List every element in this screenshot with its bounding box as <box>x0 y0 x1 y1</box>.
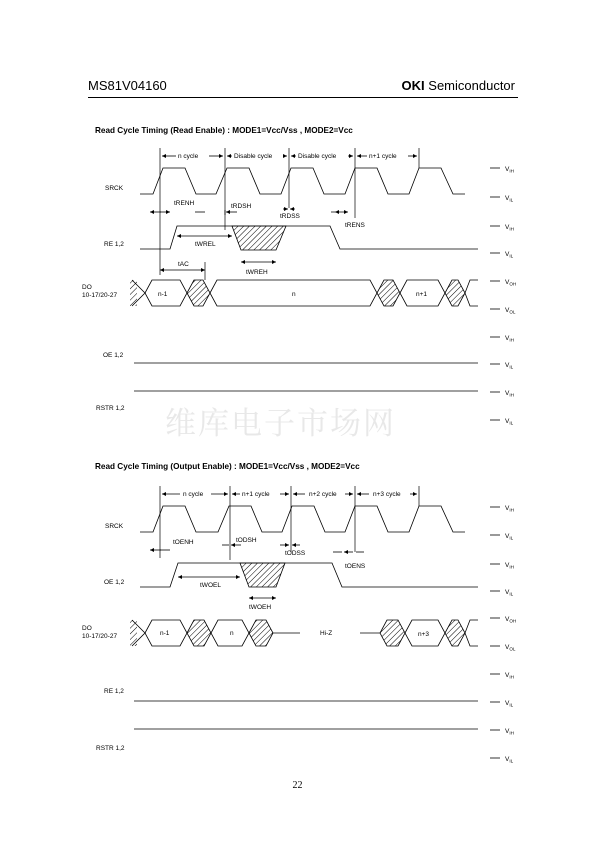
level-label: $V_{IH}$ <box>505 728 514 736</box>
d2-cycle-label: n+3 cycle <box>373 491 401 498</box>
level-label: $V_{IL}$ <box>505 362 514 370</box>
d2-data-label: n <box>230 630 234 637</box>
level-labels <box>505 166 516 764</box>
d1-data-label: n <box>292 291 296 298</box>
d1-do-label: DO <box>82 284 92 291</box>
t-odsh: tODSH <box>236 537 257 544</box>
level-label: $V_{IL}$ <box>505 251 514 259</box>
t-wrel: tWREL <box>195 241 216 248</box>
level-label: $V_{OH}$ <box>505 279 517 287</box>
d2-re-label: RE 1,2 <box>104 688 124 695</box>
d1-data-label: n-1 <box>158 291 168 298</box>
level-label: $V_{IH}$ <box>505 562 514 570</box>
part-number: MS81V04160 <box>88 78 167 93</box>
t-woel: tWOEL <box>200 582 221 589</box>
level-label: $V_{IH}$ <box>505 224 514 232</box>
d1-cycle-label: Disable cycle <box>298 153 337 160</box>
page-number: 22 <box>292 780 303 791</box>
level-label: $V_{IL}$ <box>505 756 514 764</box>
d1-cycle-label: n+1 cycle <box>369 153 397 160</box>
level-label: $V_{IH}$ <box>505 166 514 174</box>
t-renh: tRENH <box>174 200 195 207</box>
t-rens: tRENS <box>345 222 365 229</box>
t-rdss: tRDSS <box>280 213 300 220</box>
d2-cycle-label: n+2 cycle <box>309 491 337 498</box>
t-oens: tOENS <box>345 563 366 570</box>
t-wreh: tWREH <box>246 269 268 276</box>
d2-cycle-label: n cycle <box>183 491 204 498</box>
d1-cycle-label: n cycle <box>178 153 199 160</box>
d2-data-label: n+3 <box>418 631 430 638</box>
level-label: $V_{IL}$ <box>505 533 514 541</box>
t-woeh: tWOEH <box>249 604 272 611</box>
d1-data-label: n+1 <box>416 291 428 298</box>
d1-cycle-label: Disable cycle <box>234 153 273 160</box>
d1-rstr-label: RSTR 1,2 <box>96 405 125 412</box>
t-oenh: tOENH <box>173 539 194 546</box>
d2-oe-label: OE 1,2 <box>104 579 125 586</box>
d1-oe-label: OE 1,2 <box>103 352 124 359</box>
watermark: 维库电子市场网 <box>165 406 396 442</box>
level-label: $V_{IH}$ <box>505 672 514 680</box>
d2-hiz-label: Hi-Z <box>320 630 333 637</box>
d2-cycle-label: n+1 cycle <box>242 491 270 498</box>
d1-re-label: RE 1,2 <box>104 241 124 248</box>
level-label: $V_{IH}$ <box>505 390 514 398</box>
brand-name: OKI <box>401 78 425 93</box>
d2-srck-label: SRCK <box>105 523 124 530</box>
d1-do-pins: 10-17/20-27 <box>82 292 118 299</box>
d1-srck-label: SRCK <box>105 185 124 192</box>
level-label: $V_{IL}$ <box>505 589 514 597</box>
level-label: $V_{IL}$ <box>505 700 514 708</box>
t-ac: tAC <box>178 261 189 268</box>
t-odss: tODSS <box>285 550 306 557</box>
level-label: $V_{OL}$ <box>505 644 516 652</box>
diagram2-title: Read Cycle Timing (Output Enable) : MODE1=Vcc/Vss , MODE2=Vcc <box>95 462 360 471</box>
d2-data-label: n-1 <box>160 630 170 637</box>
level-label: $V_{IL}$ <box>505 418 514 426</box>
level-label: $V_{IH}$ <box>505 505 514 513</box>
level-label: $V_{OH}$ <box>505 616 517 624</box>
level-label: $V_{IH}$ <box>505 335 514 343</box>
level-label: $V_{OL}$ <box>505 307 516 315</box>
diagram1-title: Read Cycle Timing (Read Enable) : MODE1=Vcc/Vss , MODE2=Vcc <box>95 126 353 135</box>
level-label: $V_{IL}$ <box>505 195 514 203</box>
d2-rstr-label: RSTR 1,2 <box>96 745 125 752</box>
d2-do-pins: 10-17/20-27 <box>82 633 118 640</box>
company-name: Semiconductor <box>428 78 515 93</box>
d2-do-label: DO <box>82 625 92 632</box>
t-rdsh: tRDSH <box>231 203 252 210</box>
